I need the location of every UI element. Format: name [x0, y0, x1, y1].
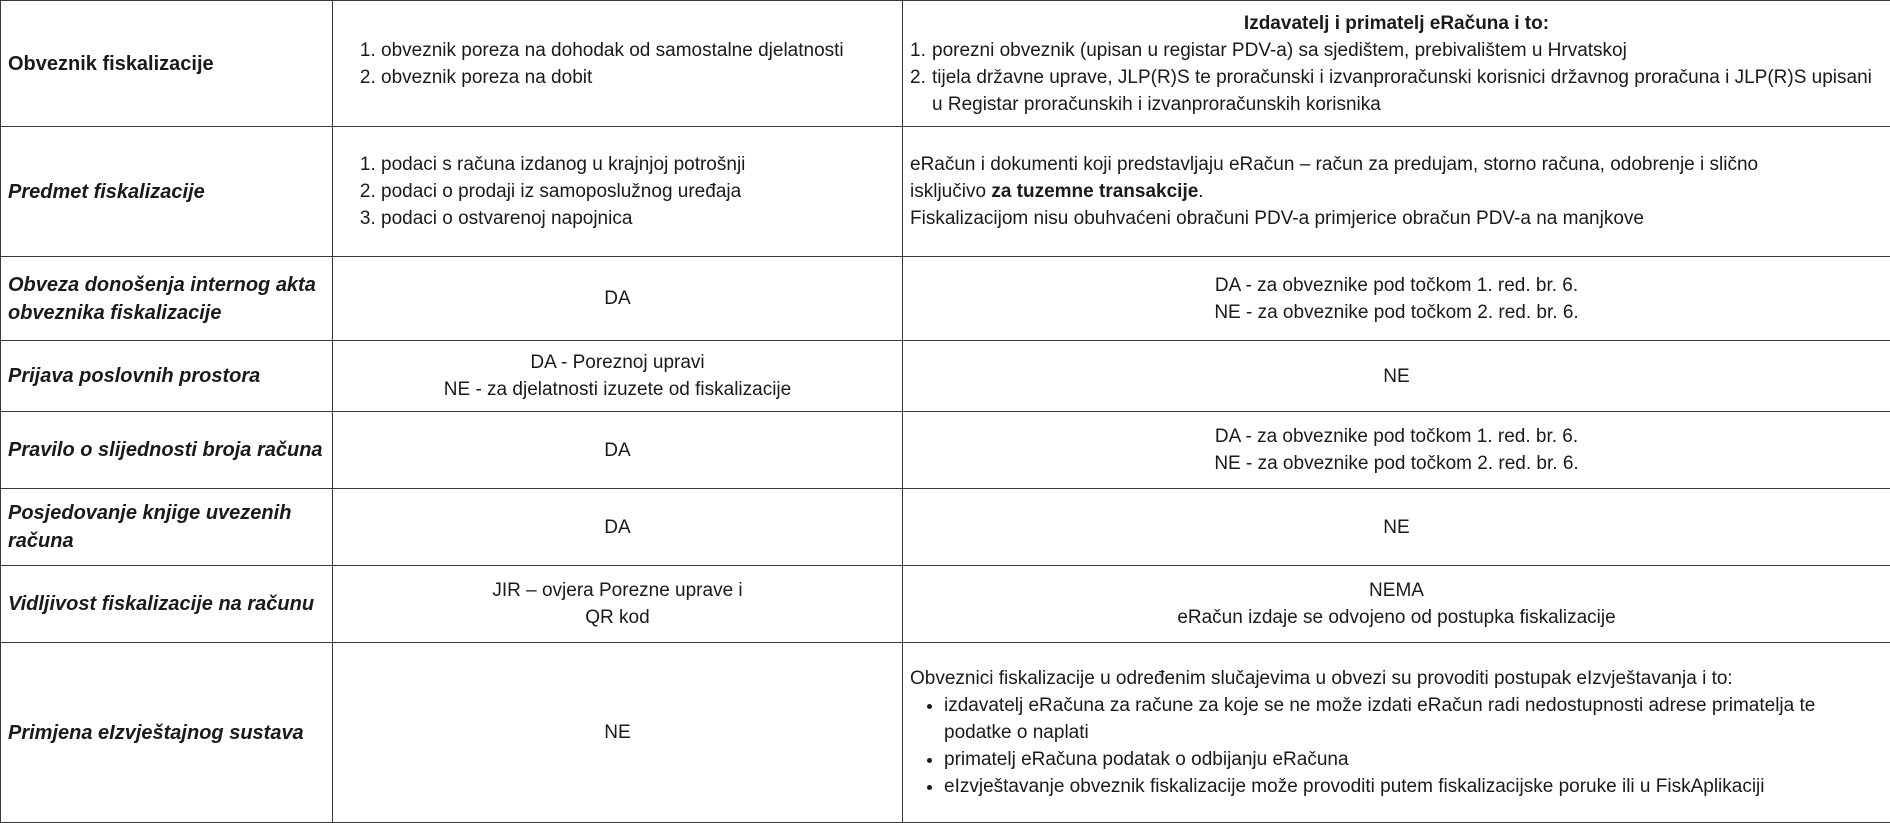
- row-label: Obveza donošenja internog akta obveznika fiskalizacije: [1, 257, 333, 341]
- col3-cell: [903, 643, 1890, 823]
- col3-cell: [903, 257, 1890, 341]
- col3-line: Fiskalizacijom nisu obuhvaćeni obračuni PDV-a primjerice obračun PDV-a na manjkove: [910, 208, 1644, 229]
- text-span: .: [1198, 181, 1204, 202]
- col3-line: eRačun i dokumenti koji predstavljaju eRačun – račun za predujam, storno računa, odobrenje i slično: [910, 154, 1759, 175]
- text-span: isključivo: [910, 181, 992, 202]
- list-item: 1. podaci s računa izdanog u krajnjoj potrošnji: [381, 151, 895, 178]
- list-item: • primatelj eRačuna podatak o odbijanju eRačuna: [944, 746, 1883, 773]
- table-row: [1, 643, 1890, 823]
- row-label: Obveznik fiskalizacije: [1, 1, 333, 127]
- col3-line: DA - za obveznike pod točkom 1. red. br. 6.: [1214, 426, 1579, 447]
- col2-list: [351, 37, 895, 91]
- list-item: [910, 64, 1883, 118]
- list-item: 3. podaci o ostvarenoj napojnica: [381, 205, 895, 232]
- col2-cell: [333, 127, 903, 257]
- table-row: [1, 412, 1890, 489]
- list-number: 1.: [910, 39, 926, 61]
- row-label: Pravilo o slijednosti broja računa: [1, 412, 333, 489]
- col3-list: [910, 37, 1883, 118]
- table-row: [1, 489, 1890, 566]
- col3-cell: NE: [903, 341, 1890, 412]
- col3-cell: [903, 412, 1890, 489]
- col2-line: QR kod: [585, 607, 650, 628]
- col3-cell: [903, 1, 1890, 127]
- list-text: porezni obveznik (upisan u registar PDV-a) sa sjedištem, prebivalištem u Hrvatskoj: [932, 39, 1627, 61]
- col2-cell: [333, 566, 903, 643]
- table-row: [1, 341, 1890, 412]
- list-text: tijela državne uprave, JLP(R)S te proračunski i izvanproračunski korisnici državnog proračuna i JLP(R)S upisani u Registar proračunskih i izvanproračunskih korisnika: [932, 66, 1872, 115]
- col3-line: NE - za obveznike pod točkom 2. red. br. 6.: [1214, 453, 1579, 474]
- bold-text: za tuzemne transakcije: [991, 181, 1199, 202]
- list-item: 1. obveznik poreza na dohodak od samostalne djelatnosti: [381, 37, 895, 64]
- col3-line: DA - za obveznike pod točkom 1. red. br. 6.: [1214, 274, 1579, 296]
- col3-cell: [903, 566, 1890, 643]
- col3-line: NE - za obveznike pod točkom 2. red. br. 6.: [1214, 301, 1579, 323]
- col3-cell: [903, 127, 1890, 257]
- col2-cell: [333, 341, 903, 412]
- table-row: [1, 1, 1890, 127]
- col3-title: Izdavatelj i primatelj eRačuna i to:: [1243, 12, 1550, 34]
- list-item: [910, 37, 1883, 64]
- list-item: 2. podaci o prodaji iz samoposlužnog uređaja: [381, 178, 895, 205]
- col3-line: eRačun izdaje se odvojeno od postupka fiskalizacije: [1177, 607, 1616, 628]
- row-label: Primjena eIzvještajnog sustava: [1, 643, 333, 823]
- list-item: 2. obveznik poreza na dobit: [381, 64, 895, 91]
- col2-cell: DA: [333, 412, 903, 489]
- col2-cell: DA: [333, 489, 903, 566]
- col2-list: [351, 151, 895, 232]
- row-label: Prijava poslovnih prostora: [1, 341, 333, 412]
- col3-line: NEMA: [1369, 580, 1424, 601]
- table-row: [1, 566, 1890, 643]
- row-label: Posjedovanje knjige uvezenih računa: [1, 489, 333, 566]
- table-row: [1, 127, 1890, 257]
- list-item: • izdavatelj eRačuna za račune za koje se ne može izdati eRačun radi nedostupnosti adrese primatelja te podatke o naplati: [944, 692, 1883, 746]
- col3-cell: NE: [903, 489, 1890, 566]
- list-item: • eIzvještavanje obveznik fiskalizacije može provoditi putem fiskalizacijske poruke ili u FiskAplikaciji: [944, 773, 1883, 800]
- list-number: 2.: [910, 66, 926, 88]
- table-row: [1, 257, 1890, 341]
- col2-line: NE - za djelatnosti izuzete od fiskalizacije: [443, 379, 792, 400]
- col2-cell: NE: [333, 643, 903, 823]
- col2-line: JIR – ovjera Porezne uprave i: [492, 580, 743, 601]
- col3-bullets: [910, 692, 1883, 800]
- col2-cell: [333, 1, 903, 127]
- col3-line: [910, 178, 1883, 205]
- row-label: Predmet fiskalizacije: [1, 127, 333, 257]
- col3-intro: Obveznici fiskalizacije u određenim slučajevima u obvezi su provoditi postupak eIzvještavanja i to:: [910, 668, 1733, 689]
- row-label: Vidljivost fiskalizacije na računu: [1, 566, 333, 643]
- col2-cell: DA: [333, 257, 903, 341]
- col2-line: DA - Poreznoj upravi: [530, 352, 705, 373]
